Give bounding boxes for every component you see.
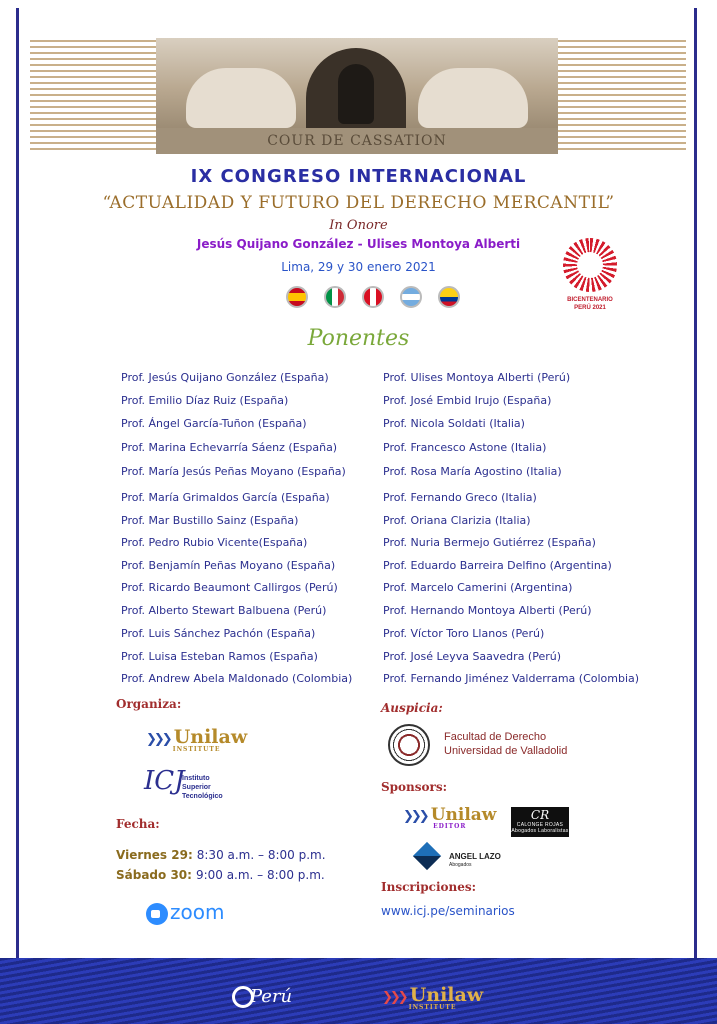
zoom-word: zoom [170, 900, 225, 924]
cr-sub: Abogados Laboralistas [511, 828, 569, 834]
speaker: Prof. María Grimaldos García (España) [121, 491, 330, 504]
calonge-rojas-logo [511, 807, 569, 837]
speaker: Prof. Ángel García-Tuñon (España) [121, 417, 307, 430]
speaker: Prof. Ricardo Beaumont Callirgos (Perú) [121, 581, 338, 594]
photo-bust [338, 64, 374, 124]
speaker: Prof. Luisa Esteban Ramos (España) [121, 650, 318, 663]
speaker: Prof. Luis Sánchez Pachón (España) [121, 627, 316, 640]
organiza-label: Organiza: [116, 697, 182, 711]
speaker: Prof. Ulises Montoya Alberti (Perú) [383, 371, 571, 384]
in-honor: In Onore [329, 218, 388, 233]
uva-seal-icon [388, 724, 430, 766]
fecha-day: Sábado 30: [116, 868, 192, 882]
congress-title: IX CONGRESO INTERNACIONAL [190, 166, 527, 187]
inscripciones-label: Inscripciones: [381, 880, 477, 894]
footer-unilaw-sub: INSTITUTE [408, 1004, 457, 1011]
angel-lazo-logo [413, 844, 523, 872]
flag-argentina-icon [400, 286, 422, 308]
photo-caption: COUR DE CASSATION [156, 128, 558, 154]
fecha-hours: 9:00 a.m. – 8:00 p.m. [195, 868, 325, 882]
unilaw-editor-logo [403, 805, 496, 830]
speaker: Prof. Jesús Quijano González (España) [121, 371, 329, 384]
angel-name: ANGEL LAZO [449, 852, 501, 861]
page-frame [16, 8, 697, 1016]
unilaw-arrows-icon: ❯❯❯ [403, 809, 427, 824]
speaker: Prof. José Embid Irujo (España) [383, 394, 552, 407]
speaker: Prof. Nicola Soldati (Italia) [383, 417, 525, 430]
flag-spain-icon [286, 286, 308, 308]
icj-line3: Tecnológico [182, 793, 223, 800]
unilaw-arrows-icon: ❯❯❯ [382, 990, 406, 1005]
speaker: Prof. Francesco Astone (Italia) [383, 441, 547, 454]
sponsors-label: Sponsors: [381, 780, 448, 794]
speaker: Prof. Alberto Stewart Balbuena (Perú) [121, 604, 327, 617]
speaker: Prof. Andrew Abela Maldonado (Colombia) [121, 672, 353, 685]
decor-stripes-left [30, 40, 158, 152]
flag-colombia-icon [438, 286, 460, 308]
unilaw-name: Unilaw [173, 726, 248, 748]
speaker: Prof. Benjamín Peñas Moyano (España) [121, 559, 336, 572]
speaker: Prof. Hernando Montoya Alberti (Perú) [383, 604, 592, 617]
speaker: Prof. Pedro Rubio Vicente(España) [121, 536, 308, 549]
photo-statue-right [418, 68, 528, 128]
ponentes-heading: Ponentes [307, 326, 410, 351]
speaker: Prof. Marcelo Camerini (Argentina) [383, 581, 573, 594]
footer-unilaw-name: Unilaw [409, 984, 484, 1006]
decor-stripes-right [558, 40, 686, 152]
angel-lazo-diamond-icon [413, 842, 441, 870]
footer-band [0, 958, 717, 1024]
speaker: Prof. Víctor Toro Llanos (Perú) [383, 627, 545, 640]
icj-line1: Instituto [182, 775, 210, 782]
bicentenario-logo [555, 238, 625, 328]
uva-line2: Universidad de Valladolid [444, 745, 568, 757]
speaker: Prof. Rosa María Agostino (Italia) [383, 465, 562, 478]
auspicia-label: Auspicia: [381, 701, 443, 715]
speaker: Prof. Eduardo Barreira Delfino (Argentina) [383, 559, 612, 572]
bicentenario-line2: PERÚ 2021 [574, 305, 606, 311]
speaker: Prof. Oriana Clarizia (Italia) [383, 514, 531, 527]
speaker: Prof. María Jesús Peñas Moyano (España) [121, 465, 346, 478]
unilaw-arrows-icon: ❯❯❯ [146, 732, 170, 747]
fecha-hours: 8:30 a.m. – 8:00 p.m. [196, 848, 326, 862]
speaker: Prof. Fernando Greco (Italia) [383, 491, 537, 504]
bicentenario-line1: BICENTENARIO [567, 297, 613, 303]
cr-mark: CR [530, 808, 550, 822]
cr-name: CALONGE ROJAS [516, 822, 564, 828]
speaker: Prof. Emilio Díaz Ruiz (España) [121, 394, 289, 407]
flag-italy-icon [324, 286, 346, 308]
speaker: Prof. Mar Bustillo Sainz (España) [121, 514, 299, 527]
peru-word: Perú [250, 986, 293, 1007]
date-place: Lima, 29 y 30 enero 2021 [281, 260, 436, 274]
flag-peru-icon [362, 286, 384, 308]
header-photo [156, 38, 558, 154]
congress-subtitle: “ACTUALIDAD Y FUTURO DEL DERECHO MERCANTIL” [102, 193, 615, 213]
speaker: Prof. Fernando Jiménez Valderrama (Colombia) [383, 672, 640, 685]
fecha-day: Viernes 29: [116, 848, 193, 862]
speaker: Prof. Marina Echevarría Sáenz (España) [121, 441, 338, 454]
fecha-label: Fecha: [116, 817, 160, 831]
icj-logo [144, 766, 244, 806]
speaker: Prof. José Leyva Saavedra (Perú) [383, 650, 562, 663]
unilaw-editor-name: Unilaw [430, 805, 497, 825]
fecha-row [116, 868, 325, 882]
fecha-row [116, 848, 326, 862]
angel-sub: Abogados [449, 862, 472, 868]
peru-brand-logo [232, 984, 306, 1012]
inscripciones-link[interactable]: www.icj.pe/seminarios [381, 904, 515, 918]
uva-line1: Facultad de Derecho [444, 731, 547, 743]
honorees: Jesús Quijano González - Ulises Montoya Alberti [196, 237, 521, 251]
country-flags [286, 284, 466, 314]
unilaw-sub: INSTITUTE [172, 746, 221, 753]
icj-mark: ICJ [144, 766, 185, 796]
unilaw-editor-sub: EDITOR [433, 823, 467, 830]
uva-logo [388, 722, 598, 770]
icj-line2: Superior [182, 784, 211, 791]
photo-statue-left [186, 68, 296, 128]
speaker: Prof. Nuria Bermejo Gutiérrez (España) [383, 536, 596, 549]
unilaw-institute-logo [146, 726, 247, 753]
footer-unilaw-logo [382, 984, 483, 1011]
zoom-camera-icon [146, 903, 168, 925]
